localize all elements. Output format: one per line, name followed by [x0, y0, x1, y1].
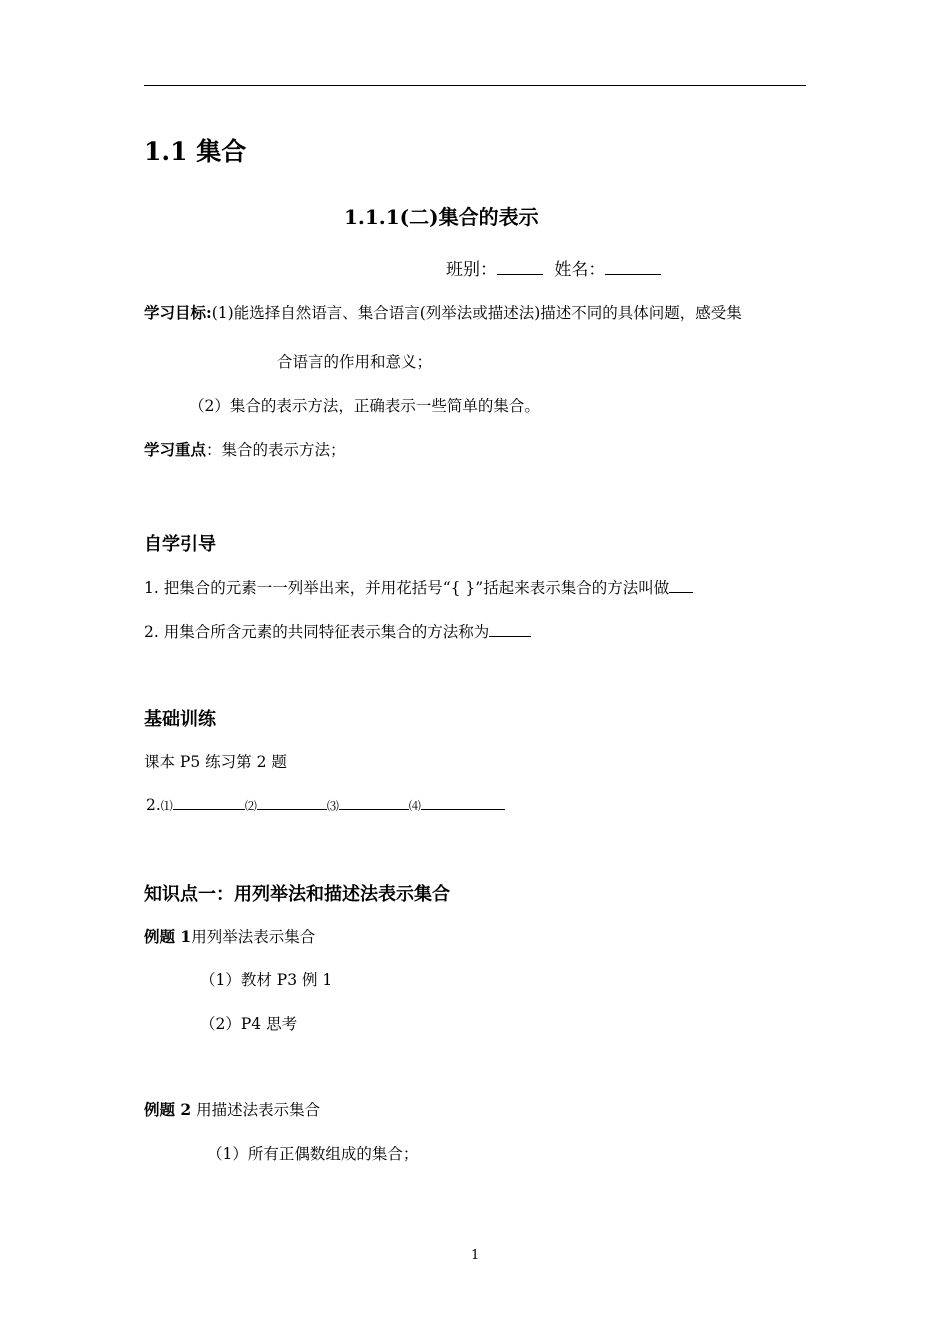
q2-text: 2. 用集合所含元素的共同特征表示集合的方法称为	[144, 623, 490, 641]
example-2-label: 例题 2	[144, 1100, 192, 1119]
part-1-label: ⑴	[160, 799, 173, 813]
key-point	[144, 438, 346, 460]
section-title: 1.1.1(二)集合的表示	[344, 205, 539, 229]
class-blank[interactable]	[497, 259, 543, 275]
key-point-colon: ：	[206, 441, 222, 459]
student-info	[446, 255, 661, 280]
part-2-blank[interactable]	[257, 794, 327, 810]
example-1-text: 用列举法表示集合	[191, 928, 316, 946]
key-point-label: 学习重点	[144, 440, 207, 459]
example-2-text: 用描述法表示集合	[191, 1101, 321, 1119]
q2-blank[interactable]	[489, 621, 531, 637]
key-point-text: 集合的表示方法；	[221, 441, 346, 459]
header-rule	[144, 85, 806, 86]
name-label: 姓名：	[554, 260, 606, 280]
example-1-item-2: （2）P4 思考	[200, 1015, 298, 1033]
example-1	[144, 925, 315, 947]
class-label: 班别：	[446, 260, 497, 280]
part-4-label: ⑷	[408, 799, 421, 813]
objective-2: （2）集合的表示方法，正确表示一些简单的集合。	[189, 397, 540, 415]
basic-training-heading: 基础训练	[144, 709, 216, 730]
part-1-blank[interactable]	[173, 794, 245, 810]
answer-line	[146, 794, 505, 814]
page-number: 1	[471, 1248, 480, 1263]
textbook-ref: 课本 P5 练习第 2 题	[144, 753, 287, 771]
objective-1-cont: 合语言的作用和意义；	[277, 353, 433, 371]
part-2-label: ⑵	[244, 799, 257, 813]
example-2	[144, 1098, 320, 1120]
example-1-label: 例题 1	[144, 927, 192, 946]
example-2-item-1: （1）所有正偶数组成的集合；	[207, 1145, 419, 1163]
self-study-q2	[144, 620, 531, 642]
part-4-blank[interactable]	[421, 794, 505, 810]
self-study-q1	[144, 576, 693, 598]
objectives-label: 学习目标:	[144, 303, 212, 322]
self-study-heading: 自学引导	[144, 534, 216, 555]
example-1-item-1: （1）教材 P3 例 1	[200, 971, 333, 989]
answer-num: 2.	[146, 796, 161, 814]
part-3-label: ⑶	[326, 799, 339, 813]
page-title: 1.1 集合	[144, 137, 247, 166]
objectives-line1	[144, 301, 742, 323]
knowledge-point-heading: 知识点一：用列举法和描述法表示集合	[144, 884, 450, 905]
q1-blank[interactable]	[669, 577, 693, 593]
name-blank[interactable]	[605, 259, 661, 275]
objective-1: (1)能选择自然语言、集合语言(列举法或描述法)描述不同的具体问题，感受集	[211, 304, 742, 322]
q1-text: 1. 把集合的元素一一列举出来，并用花括号“{ }”括起来表示集合的方法叫做	[144, 579, 670, 597]
part-3-blank[interactable]	[339, 794, 409, 810]
